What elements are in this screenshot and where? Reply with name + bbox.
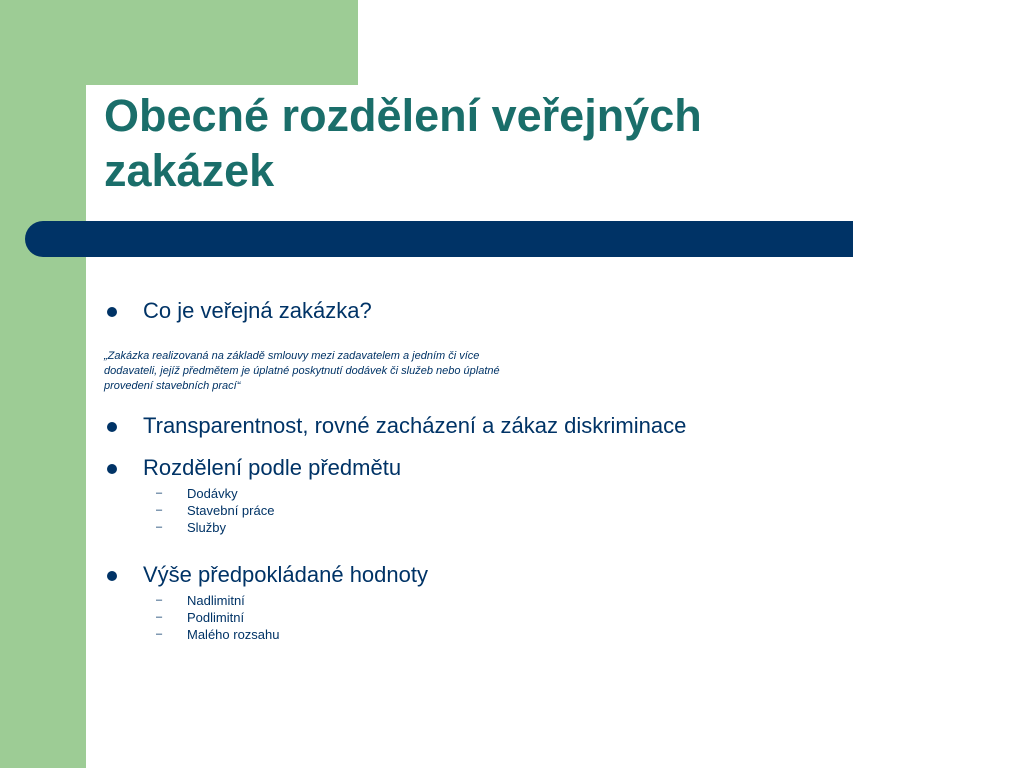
bullet-item-estimated-value — [104, 560, 924, 590]
bullet-item-what-is-contract — [104, 296, 924, 326]
sub-list-value — [104, 592, 924, 643]
sub-item-text: Služby — [187, 520, 227, 535]
bullet-text: Co je veřejná zakázka? — [143, 298, 372, 323]
sub-dash: – — [156, 611, 163, 623]
bullet-text: Rozdělení podle předmětu — [143, 455, 402, 480]
sub-list-item — [104, 502, 924, 519]
sub-item-text: Stavební práce — [187, 503, 275, 518]
bullet-item-transparency — [104, 411, 924, 441]
sub-dash: – — [156, 487, 163, 499]
sub-item-text: Malého rozsahu — [187, 627, 280, 642]
sub-dash: – — [156, 594, 163, 606]
decor-navy-bar — [25, 221, 853, 257]
bullet-dot — [107, 422, 117, 432]
sub-list-item — [104, 519, 924, 536]
sub-list-item — [104, 609, 924, 626]
bullet-dot — [107, 307, 117, 317]
bullet-dot — [107, 464, 117, 474]
sub-dash: – — [156, 504, 163, 516]
bullet-item-subject-division — [104, 453, 924, 483]
definition-quote: „Zakázka realizovaná na základě smlouvy mezi zadavatelem a jedním či více dodavateli, jejíž předmětem je úplatné poskytnutí dodávek či služeb nebo úplatné provedení stavebních prací“ — [104, 350, 500, 392]
sub-item-text: Dodávky — [187, 486, 238, 501]
sub-list-item — [104, 626, 924, 643]
sub-dash: – — [156, 521, 163, 533]
bullet-text: Transparentnost, rovné zacházení a zákaz diskriminace — [143, 413, 687, 438]
bullet-dot — [107, 571, 117, 581]
sub-dash: – — [156, 628, 163, 640]
sub-list-item — [104, 592, 924, 609]
sub-item-text: Nadlimitní — [187, 593, 245, 608]
decor-green-left-band — [0, 0, 86, 768]
sub-list-subject — [104, 485, 924, 536]
slide-content — [104, 296, 924, 643]
bullet-text: Výše předpokládané hodnoty — [143, 562, 428, 587]
sub-list-item — [104, 485, 924, 502]
sub-item-text: Podlimitní — [187, 610, 245, 625]
slide-title: Obecné rozdělení veřejných zakázek — [104, 90, 702, 196]
